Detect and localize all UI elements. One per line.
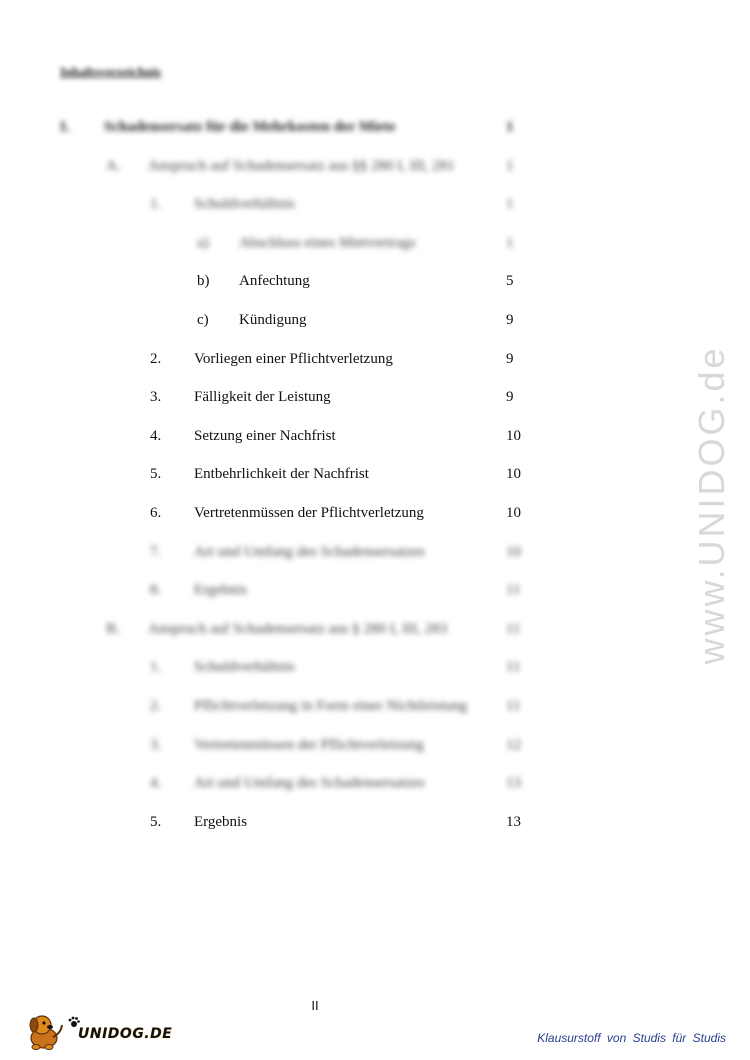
toc-entry[interactable] (0, 812, 600, 832)
toc-entry[interactable] (0, 657, 600, 677)
toc-entry-title: Vertretenmüssen der Pflichtverletzung (194, 737, 424, 753)
toc-entry[interactable] (0, 117, 600, 137)
toc-entry-title: Schadensersatz für die Mehrkosten der Miete (104, 119, 396, 135)
toc-entry-page: 13 (506, 775, 521, 791)
unidog-logo[interactable] (22, 1010, 173, 1052)
toc-entry-page: 12 (506, 737, 521, 753)
toc-entry-number: B. (106, 621, 120, 637)
footer-tagline: Klausurstoff von Studis für Studis (537, 1031, 726, 1045)
logo-text: UNIDOG.DE (78, 1026, 173, 1042)
toc-entry-page: 9 (506, 312, 514, 328)
toc-entry-page: 10 (506, 428, 521, 444)
toc-entry-page: 1 (506, 119, 514, 135)
toc-heading: Inhaltsverzeichnis (60, 64, 162, 79)
toc-entry-number: 1. (150, 196, 162, 212)
toc-entry[interactable] (0, 542, 600, 562)
toc-entry[interactable] (0, 426, 600, 446)
toc-entry[interactable] (0, 310, 600, 330)
toc-entry[interactable] (0, 271, 600, 291)
toc-entry[interactable] (0, 580, 600, 600)
toc-entry-number: 5. (150, 466, 162, 482)
toc-entry-title: Anspruch auf Schadensersatz aus §§ 280 I, III, 281 (148, 158, 455, 174)
toc-entry-title: Art und Umfang des Schadensersatzes (194, 544, 425, 560)
toc-entry-number: 5. (150, 814, 162, 830)
toc-entry-page: 11 (506, 698, 521, 714)
toc-entry-title: Ergebnis (194, 582, 248, 598)
toc-entry-number: I. (60, 119, 70, 135)
toc-entry-page: 1 (506, 158, 514, 174)
toc-entry[interactable] (0, 619, 600, 639)
toc-entry-page: 10 (506, 544, 521, 560)
toc-entry-title: Vorliegen einer Pflichtverletzung (194, 351, 393, 367)
toc-entry-number: A. (106, 158, 121, 174)
toc-entry-title: Abschluss eines Mietvertrags (239, 235, 416, 251)
toc-entry[interactable] (0, 156, 600, 176)
toc-entry-page: 10 (506, 466, 521, 482)
toc-entry-number: 6. (150, 505, 162, 521)
toc-entry[interactable] (0, 387, 600, 407)
toc-entry-page: 10 (506, 505, 521, 521)
toc-entry[interactable] (0, 696, 600, 716)
toc-entry-number: 1. (150, 659, 162, 675)
toc-entry[interactable] (0, 735, 600, 755)
toc-entry[interactable] (0, 464, 600, 484)
toc-entry-number: c) (197, 312, 209, 328)
toc-entry[interactable] (0, 194, 600, 214)
toc-entry[interactable] (0, 233, 600, 253)
toc-entry-page: 11 (506, 582, 521, 598)
toc-entry-title: Art und Umfang des Schadensersatzes (194, 775, 425, 791)
toc-entry-title: Vertretenmüssen der Pflichtverletzung (194, 505, 424, 521)
toc-entry-number: 8. (150, 582, 162, 598)
toc-entry-title: Kündigung (239, 312, 307, 328)
toc-entry-number: 4. (150, 428, 162, 444)
toc-entry-number: 7. (150, 544, 162, 560)
toc-entry[interactable] (0, 349, 600, 369)
toc-entry-number: 3. (150, 737, 162, 753)
toc-entry-number: a) (197, 235, 209, 251)
toc-entry[interactable] (0, 773, 600, 793)
toc-entry-title: Anspruch auf Schadensersatz aus § 280 I, III, 283 (148, 621, 448, 637)
toc-entry[interactable] (0, 503, 600, 523)
page-number: II (311, 998, 319, 1013)
toc-entry-number: 2. (150, 351, 162, 367)
toc-entry-page: 11 (506, 621, 521, 637)
toc-entry-page: 11 (506, 659, 521, 675)
toc-entry-number: b) (197, 273, 210, 289)
toc-entry-page: 1 (506, 196, 514, 212)
watermark-text: www.UNIDOG.de (691, 345, 732, 665)
toc-entry-page: 5 (506, 273, 514, 289)
toc-entry-page: 9 (506, 351, 514, 367)
toc-entry-title: Schuldverhältnis (194, 196, 295, 212)
toc-entry-title: Schuldverhältnis (194, 659, 295, 675)
toc-entry-title: Pflichtverletzung in Form einer Nichtleistung (194, 698, 468, 714)
toc-entry-title: Entbehrlichkeit der Nachfrist (194, 466, 369, 482)
toc-entry-title: Anfechtung (239, 273, 310, 289)
toc-entry-page: 1 (506, 235, 514, 251)
toc-entry-title: Ergebnis (194, 814, 248, 830)
toc-entry-title: Setzung einer Nachfrist (194, 428, 336, 444)
toc-entry-number: 2. (150, 698, 162, 714)
toc-entry-title: Fälligkeit der Leistung (194, 389, 331, 405)
toc-entry-page: 13 (506, 814, 521, 830)
toc-entry-page: 9 (506, 389, 514, 405)
toc-entry-number: 4. (150, 775, 162, 791)
dog-mascot-icon (22, 1010, 66, 1052)
toc-entry-number: 3. (150, 389, 162, 405)
